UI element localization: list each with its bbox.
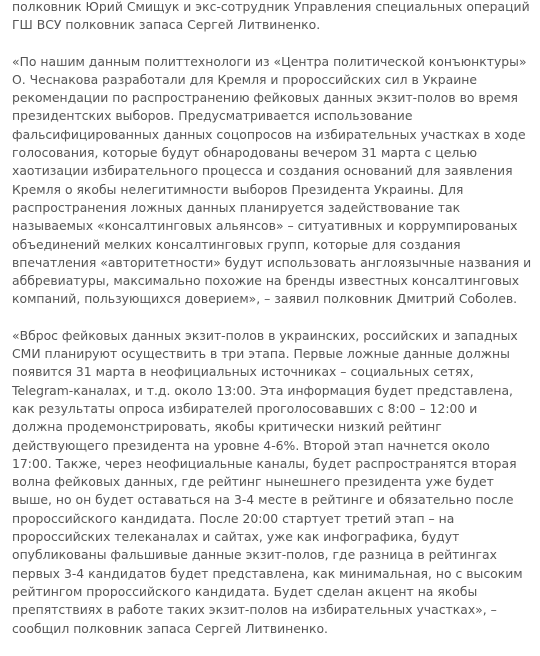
article-paragraph-quote-litvinenko: «Вброс фейковых данных экзит-полов в украинских, российских и западных СМИ планируют осуществить в три этапа. Первые ложные данные должны появится 31 марта в неофициальных источниках – социальных сетях, Telegram-каналах, и т.д. около 13:00. Эта информация будет представлена, как результаты опроса избирателей проголосовавших с 8:00 – 12:00 и должна продемонстрировать, якобы критически низкий рейтинг действующего президента на уровне 4-6%. Второй этап начнется около 17:00. Также, через неофициальные каналы, будет распространятся вторая волна фейковых данных, где рейтинг нынешнего президента уже будет выше, но он будет оставаться на 3-4 месте в рейтинге и обязательно после пророссийского кандидата. После 20:00 стартует третий этап – на пророссийских телеканалах и сайтах, уже как инфографика, будут опубликованы фальшивые данные экзит-полов, где разница в рейтингах первых 3-4 кандидатов будет представлена, как минимальная, но с высоким рейтингом пророссийского кандидата. Будет сделан акцент на якобы препятствиях в работе таких экзит-полов на избирательных участках», – сообщил полковник запаса Сергей Литвиненко. <box>12 327 523 636</box>
article-paragraph-intro: полковник Юрий Смищук и экс-сотрудник Управления специальных операций ГШ ВСУ полковник запаса Сергей Литвиненко. <box>12 0 530 33</box>
article-paragraph-quote-sobolev: «По нашим данным политтехнологи из «Центра политической конъюнктуры» О. Чеснакова разработали для Кремля и пророссийских сил в Украине рекомендации по распространению фейковых данных экзит-полов во время президентских выборов. Предусматривается использование фальсифицированных данных соцопросов на избирательных участках в ходе голосования, которые будут обнародованы вечером 31 марта с целью хаотизации избирательного процесса и создания оснований для заявления Кремля о якобы нелегитимности выборов Президента Украины. Для распространения ложных данных планируется задействование так называемых «консалтинговых альянсов» – ситуативных и коррумпированых объединений мелких консалтинговых групп, которые для создания впечатления «авторитетности» будут использовать англоязычные названия и аббревиатуры, максимально похожие на бренды известных консалтинговых компаний, пользующихся доверием», – заявил полковник Дмитрий Соболев. <box>12 53 532 307</box>
article-body <box>12 0 532 656</box>
